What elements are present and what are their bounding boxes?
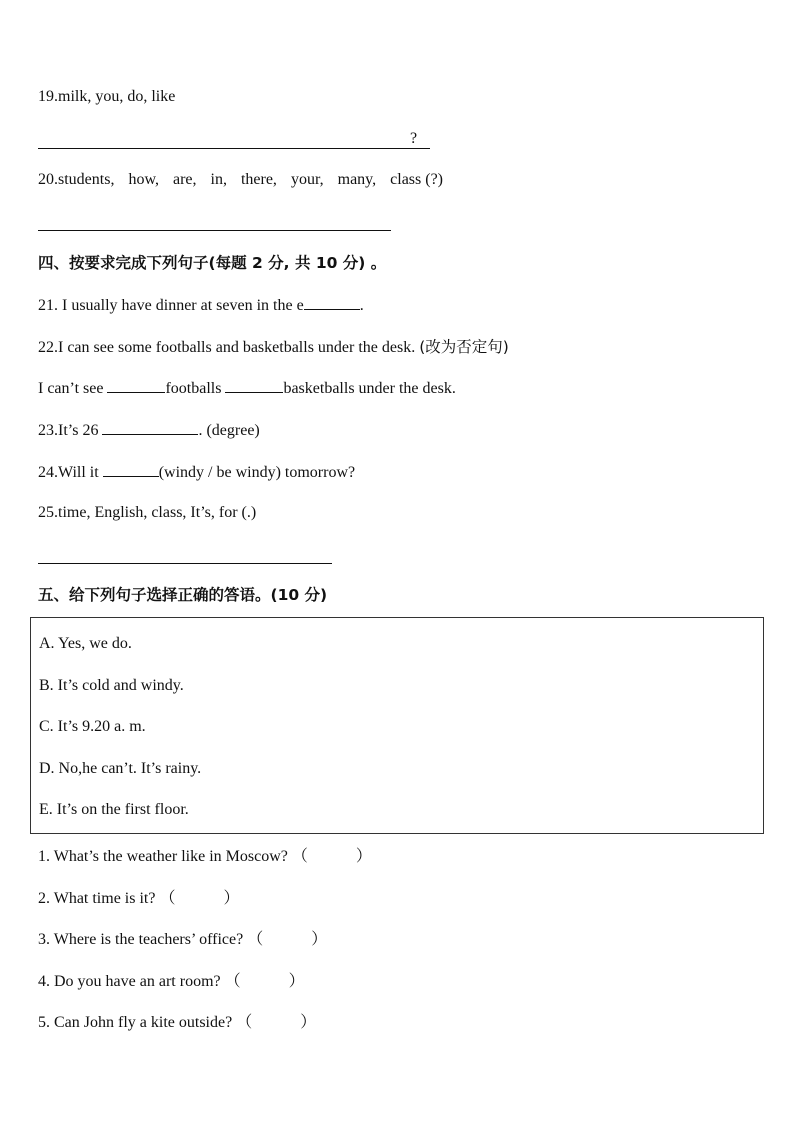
paren-close: ） bbox=[355, 848, 372, 865]
answer-line-19[interactable] bbox=[38, 148, 430, 149]
paren-close: ） bbox=[300, 1014, 317, 1031]
question-25-text: 25.time, English, class, It’s, for (.) bbox=[38, 504, 257, 521]
blank-23[interactable] bbox=[102, 420, 198, 435]
question-24-end: (windy / be windy) tomorrow? bbox=[158, 464, 356, 481]
matching-question-1 bbox=[38, 847, 372, 867]
question-20-word: in, bbox=[210, 171, 227, 188]
question-22 bbox=[38, 337, 509, 358]
question-21 bbox=[38, 295, 364, 316]
matching-question-text: 5. Can John fly a kite outside? bbox=[38, 1014, 233, 1031]
question-22-instruction: (改为否定句) bbox=[419, 338, 509, 356]
question-20-word: many, bbox=[337, 171, 377, 188]
answer-line-20[interactable] bbox=[38, 230, 391, 231]
question-24-start: 24.Will it bbox=[38, 464, 103, 481]
option-b: B. It’s cold and windy. bbox=[39, 677, 184, 694]
question-25 bbox=[38, 503, 256, 523]
matching-question-2 bbox=[38, 889, 240, 909]
blank-22a[interactable] bbox=[107, 378, 165, 393]
option-c: C. It’s 9.20 a. m. bbox=[39, 718, 146, 735]
question-20-word: students, bbox=[58, 171, 115, 188]
question-23 bbox=[38, 420, 260, 441]
paren-open: （ bbox=[159, 890, 176, 907]
question-21-end: . bbox=[359, 297, 364, 314]
question-22-answer-end: basketballs under the desk. bbox=[283, 380, 456, 397]
section-5-heading: 五、给下列句子选择正确的答语。(10 分) bbox=[38, 586, 328, 604]
blank-21[interactable] bbox=[304, 295, 360, 310]
matching-question-text: 4. Do you have an art room? bbox=[38, 973, 221, 990]
paren-open: （ bbox=[247, 931, 264, 948]
question-22-answer bbox=[38, 378, 456, 399]
question-22-text: 22.I can see some footballs and basketballs under the desk. bbox=[38, 339, 416, 356]
question-23-start: 23.It’s 26 bbox=[38, 422, 103, 439]
section-4-heading: 四、按要求完成下列句子(每题 2 分, 共 10 分) 。 bbox=[38, 254, 387, 272]
question-20 bbox=[38, 170, 443, 190]
question-20-prefix: 20. bbox=[38, 171, 58, 188]
question-23-end: . (degree) bbox=[198, 422, 260, 439]
paren-close: ） bbox=[288, 973, 305, 990]
option-e: E. It’s on the first floor. bbox=[39, 801, 189, 818]
matching-question-text: 3. Where is the teachers’ office? bbox=[38, 931, 244, 948]
blank-24[interactable] bbox=[103, 462, 159, 477]
paren-close: ） bbox=[223, 890, 240, 907]
question-22-answer-start: I can’t see bbox=[38, 380, 108, 397]
question-19 bbox=[38, 87, 175, 107]
question-21-text: 21. I usually have dinner at seven in the e bbox=[38, 297, 304, 314]
matching-question-4 bbox=[38, 972, 305, 992]
question-19-prompt: 19.milk, you, do, like bbox=[38, 88, 176, 105]
question-20-word: there, bbox=[240, 171, 277, 188]
options-box bbox=[30, 617, 764, 834]
answer-paren[interactable] bbox=[247, 931, 327, 948]
matching-question-text: 1. What’s the weather like in Moscow? bbox=[38, 848, 288, 865]
option-d: D. No,he can’t. It’s rainy. bbox=[39, 760, 202, 777]
answer-paren[interactable] bbox=[159, 890, 239, 907]
question-24 bbox=[38, 462, 355, 483]
answer-paren[interactable] bbox=[292, 848, 372, 865]
paren-close: ） bbox=[311, 931, 328, 948]
answer-line-25[interactable] bbox=[38, 563, 332, 564]
question-19-end-mark: ? bbox=[410, 130, 418, 147]
answer-paren[interactable] bbox=[225, 973, 305, 990]
paren-open: （ bbox=[224, 973, 241, 990]
question-20-word: how, bbox=[128, 171, 159, 188]
matching-question-5 bbox=[38, 1013, 316, 1033]
question-22-answer-mid: footballs bbox=[165, 380, 226, 397]
option-a: A. Yes, we do. bbox=[39, 635, 132, 652]
paren-open: （ bbox=[236, 1014, 253, 1031]
paren-open: （ bbox=[291, 848, 308, 865]
answer-paren[interactable] bbox=[236, 1014, 316, 1031]
matching-question-text: 2. What time is it? bbox=[38, 890, 156, 907]
blank-22b[interactable] bbox=[225, 378, 283, 393]
question-20-word: class (?) bbox=[390, 171, 443, 188]
matching-question-3 bbox=[38, 930, 327, 950]
question-20-word: your, bbox=[290, 171, 324, 188]
question-20-word: are, bbox=[172, 171, 197, 188]
